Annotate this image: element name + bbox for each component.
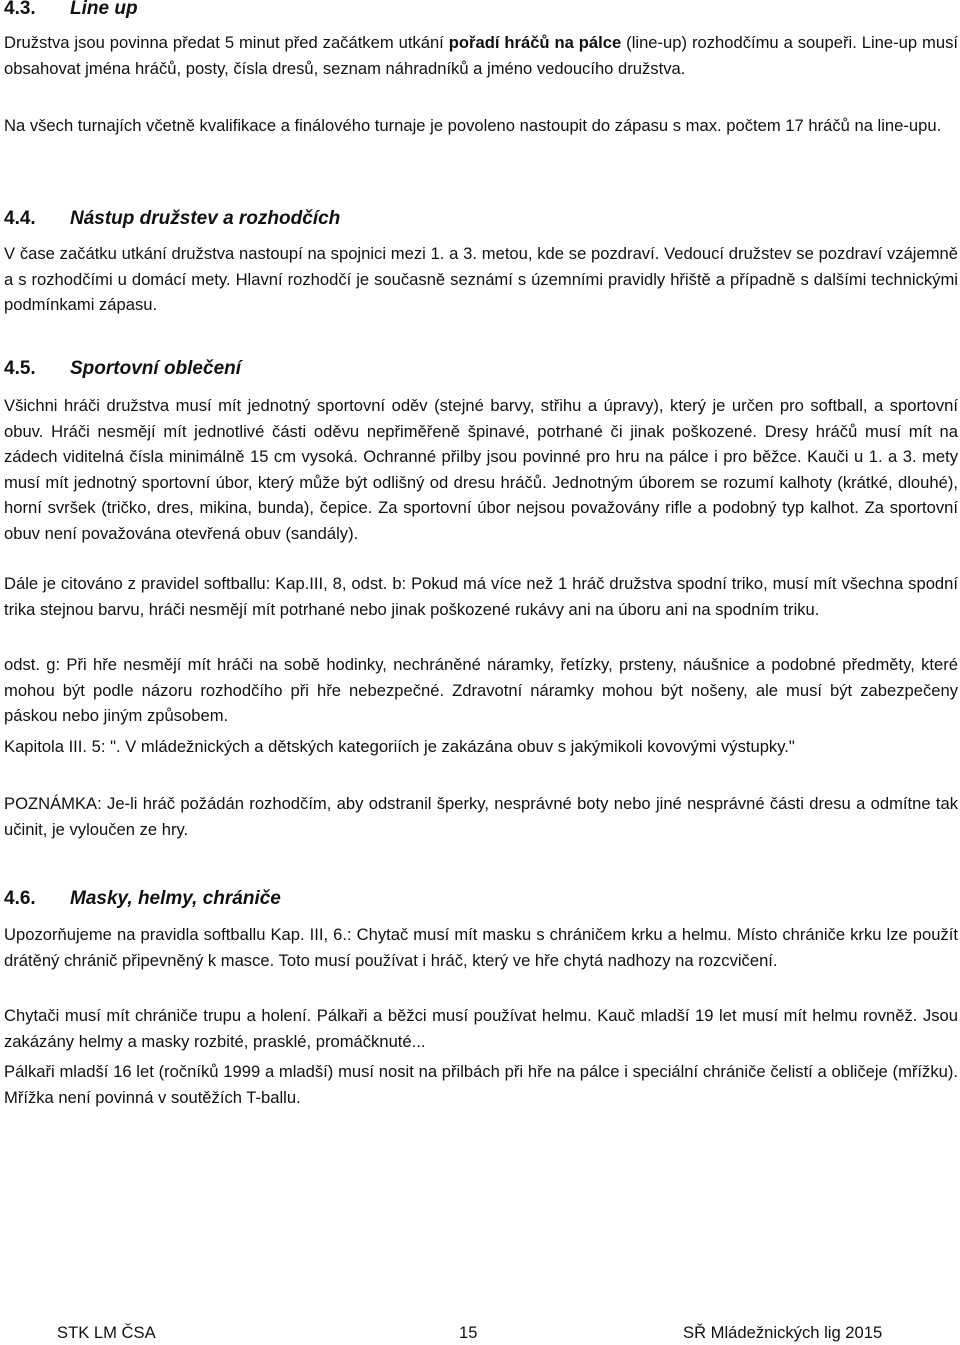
section-heading-line-up: [4, 0, 138, 22]
section-heading-obleceni: [4, 356, 241, 382]
paragraph: Na všech turnajích včetně kvalifikace a finálového turnaje je povoleno nastoupit do zápasu s max. počtem 17 hráčů na line-upu.: [4, 116, 942, 135]
section-number: 4.4.: [4, 208, 36, 229]
page-number: 15: [459, 1323, 478, 1342]
paragraph: V čase začátku utkání družstva nastoupí na spojnici mezi 1. a 3. metou, kde se pozdraví. Vedoucí družstev se pozdraví vzájemně a s rozhodčími u domácí mety. Hlavní rozhodčí je současně seznámí s územními pravidly hřiště a případně s dalšími technickými podmínkami zápasu.: [4, 244, 958, 315]
paragraph: Kapitola III. 5: ". V mládežnických a dětských kategoriích je zakázána obuv s jakýmikoli kovovými výstupky.": [4, 737, 795, 756]
section-heading-masky: [4, 886, 281, 912]
paragraph: odst. g: Při hře nesmějí mít hráči na sobě hodinky, nechráněné náramky, řetízky, prsteny, náušnice a podobné předměty, které mohou být podle názoru rozhodčího při hře nebezpečné. Zdravotní náramky mohou být nošeny, ale musí být zabezpečeny páskou nebo jiným způsobem.: [4, 655, 958, 726]
section-title: Sportovní oblečení: [70, 358, 242, 379]
page-footer: [0, 1321, 960, 1345]
paragraph: Upozorňujeme na pravidla softballu Kap. III, 6.: Chytač musí mít masku s chráničem krku a helmu. Místo chrániče krku lze použít drátěný chránič připevněný k masce. Toto musí používat i hráč, který ve hře chytá nadhozy na rozcvičení.: [4, 925, 958, 970]
paragraph: Pálkaři mladší 16 let (ročníků 1999 a mladší) musí nosit na přilbách při hře na pálce i speciální chrániče čelistí a obličeje (mřížku). Mřížka není povinná v soutěžích T-ballu.: [4, 1062, 958, 1107]
section-title: Masky, helmy, chrániče: [70, 888, 281, 909]
section-number: 4.6.: [4, 888, 36, 909]
section-number: 4.5.: [4, 358, 36, 379]
paragraph: POZNÁMKA: Je-li hráč požádán rozhodčím, aby odstranil šperky, nesprávné boty nebo jiné nesprávné části dresu a odmítne tak učinit, je vyloučen ze hry.: [4, 794, 958, 839]
section-title: Nástup družstev a rozhodčích: [70, 208, 341, 229]
paragraph-text: Družstva jsou povinna předat 5 minut před začátkem utkání: [4, 33, 449, 52]
paragraph: Chytači musí mít chrániče trupu a holení. Pálkaři a běžci musí používat helmu. Kauč mladší 19 let musí mít helmu rovněž. Jsou zakázány helmy a masky rozbité, prasklé, promáčknuté...: [4, 1006, 958, 1051]
paragraph-text: (line-up) rozhodčímu a soupeři. Line-up musí obsahovat jména hráčů, posty, čísla dresů, seznam náhradníků a jméno vedoucího družstva.: [4, 33, 958, 78]
paragraph: Dále je citováno z pravidel softballu: Kap.III, 8, odst. b: Pokud má více než 1 hráč družstva spodní triko, musí mít všechna spodní trika stejnou barvu, hráči nesmějí mít potrhané nebo jinak poškozené rukávy ani na úboru ani na spodním triku.: [4, 574, 958, 619]
paragraph: Všichni hráči družstva musí mít jednotný sportovní oděv (stejné barvy, střihu a úpravy), který je určen pro softball, a sportovní obuv. Hráči nesmějí mít jednotlivé části oděvu nepřiměřeně špinavé, potrhané či jinak poškozené. Dresy hráčů musí mít na zádech viditelná čísla minimálně 15 cm vysoká. Ochranné přilby jsou povinné pro hru na pálce i pro běžce. Kauči u 1. a 3. mety musí mít jednotný sportovní úbor, který může být odlišný od dresu hráčů. Jednotným úborem se rozumí kalhoty (krátké, dlouhé), horní svršek (tričko, dres, mikina, bunda), čepice. Za sportovní úbor nejsou považovány rifle a podobný typ kalhot. Za sportovní obuv není považována otevřená obuv (sandály).: [4, 396, 958, 543]
section-number: 4.3.: [4, 0, 36, 19]
paragraph: [4, 30, 958, 81]
section-title: Line up: [70, 0, 138, 19]
footer-organization: STK LM ČSA: [57, 1323, 156, 1342]
footer-document-title: SŘ Mládežnických lig 2015: [683, 1323, 883, 1342]
section-heading-nastup: [4, 206, 340, 232]
paragraph-bold-text: pořadí hráčů na pálce: [448, 33, 622, 52]
